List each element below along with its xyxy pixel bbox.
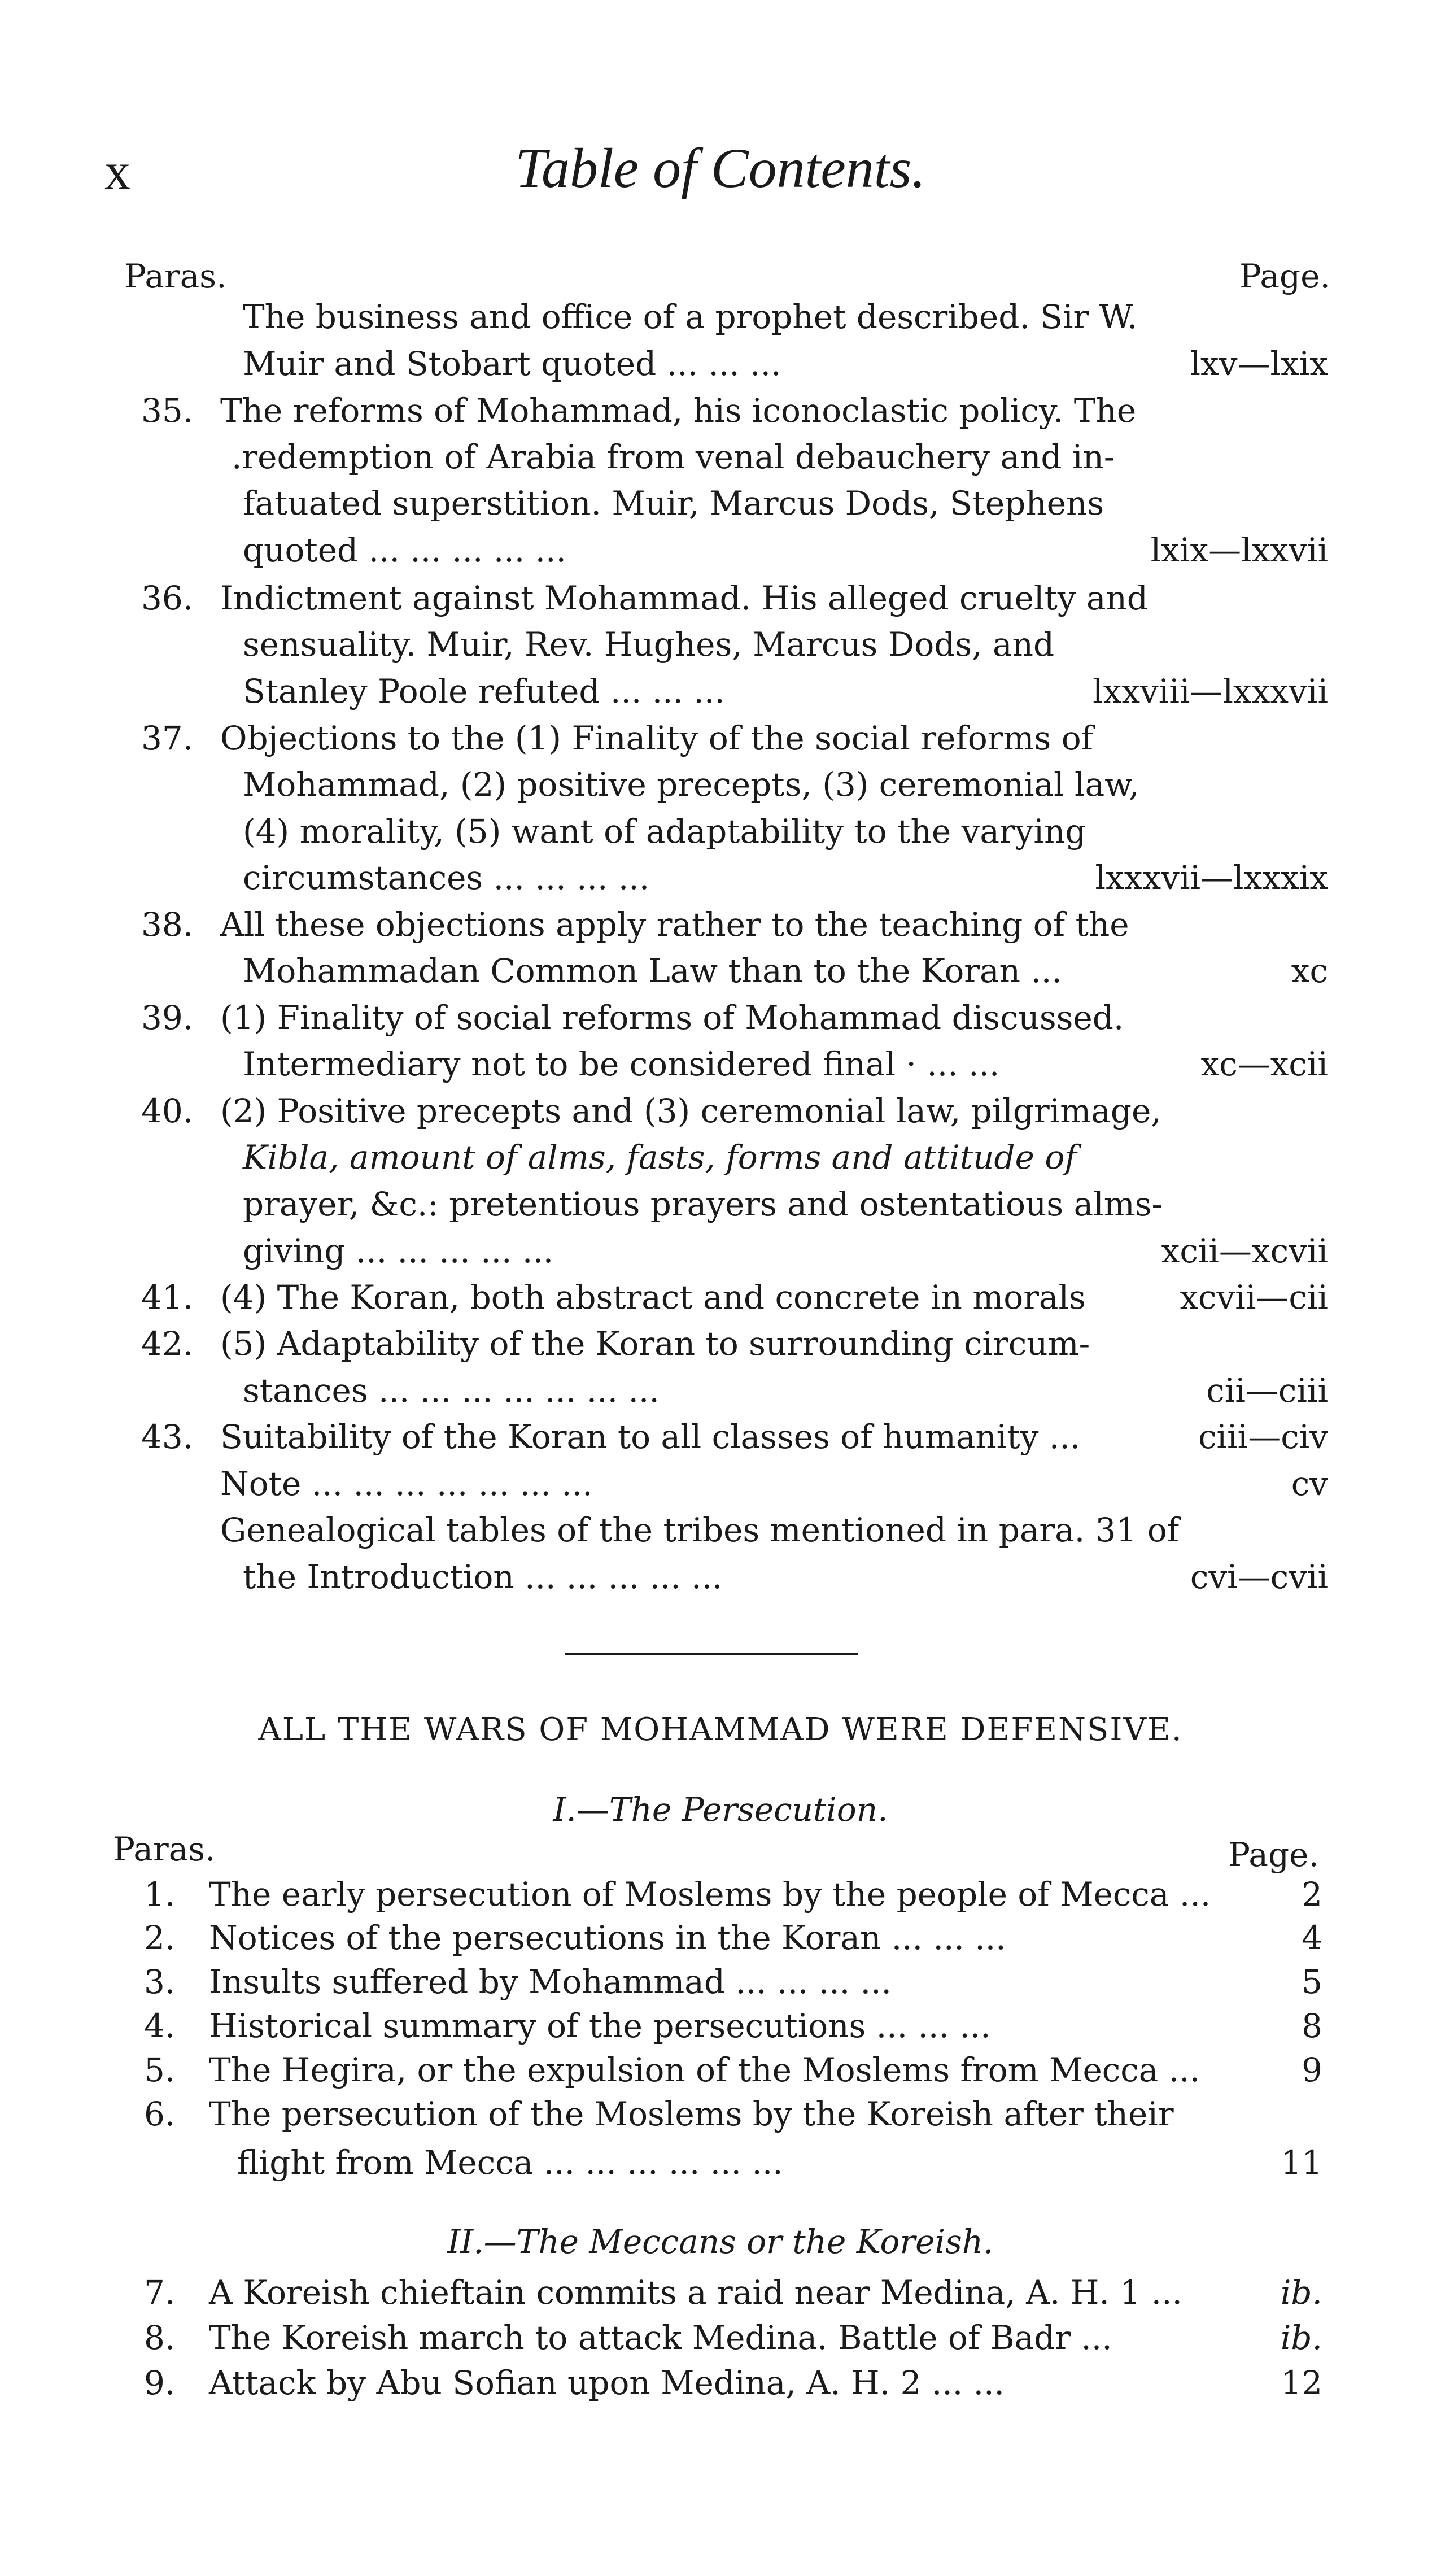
toc-page-ref: cvi—cvii xyxy=(1190,1558,1328,1596)
toc-line: fatuated superstition. Muir, Marcus Dods, Stephens xyxy=(243,484,1104,522)
toc-page-ref: lxix—lxxvii xyxy=(1150,531,1328,569)
toc-line: Indictment against Mohammad. His alleged cruelty and xyxy=(220,579,1149,617)
para-number: 7. xyxy=(144,2273,176,2312)
para-number: 2. xyxy=(144,1919,176,1957)
toc-page-ref: ib. xyxy=(1280,2273,1322,2312)
divider-rule xyxy=(565,1653,858,1655)
para-number: 38. xyxy=(141,905,194,944)
toc-line: flight from Mecca ... ... ... ... ... ... xyxy=(237,2143,783,2182)
toc-page-ref: lxv—lxix xyxy=(1190,345,1328,383)
toc-page-ref: xc xyxy=(1291,952,1328,990)
toc-line: prayer, &c.: pretentious prayers and ostentatious alms- xyxy=(243,1185,1163,1223)
para-number: 8. xyxy=(144,2318,176,2357)
toc-line: Insults suffered by Mohammad ... ... ... ... xyxy=(209,1963,892,2001)
part-one-heading: I.—The Persecution. xyxy=(553,1790,888,1829)
toc-page-ref: 12 xyxy=(1281,2364,1322,2402)
para-number: 40. xyxy=(141,1092,194,1130)
toc-page-ref: xc—xcii xyxy=(1200,1045,1328,1083)
toc-line: stances ... ... ... ... ... ... ... xyxy=(243,1371,660,1410)
paras-label: Paras. xyxy=(113,1830,216,1868)
toc-page-ref: 2 xyxy=(1302,1875,1322,1914)
toc-page-ref: 4 xyxy=(1302,1919,1322,1957)
para-number: 36. xyxy=(141,579,194,617)
para-number: 41. xyxy=(141,1278,194,1317)
toc-line: circumstances ... ... ... ... xyxy=(243,858,650,897)
toc-page-ref: ciii—civ xyxy=(1198,1418,1328,1456)
toc-line: giving ... ... ... ... ... xyxy=(243,1232,554,1270)
para-number: 1. xyxy=(144,1875,176,1914)
para-number: 35. xyxy=(141,391,194,430)
toc-page-ref: 9 xyxy=(1302,2051,1322,2089)
page-label: Page. xyxy=(1239,257,1330,295)
para-number: 42. xyxy=(141,1324,194,1363)
toc-line: The reforms of Mohammad, his iconoclastic policy. The xyxy=(220,391,1137,430)
toc-page-ref: xcii—xcvii xyxy=(1161,1232,1328,1270)
para-number: 3. xyxy=(144,1963,176,2001)
toc-line: Historical summary of the persecutions ... ... ... xyxy=(209,2007,991,2045)
toc-line: Suitability of the Koran to all classes of humanity ... xyxy=(220,1418,1081,1456)
toc-page-ref: ib. xyxy=(1280,2318,1322,2357)
toc-line: Muir and Stobart quoted ... ... ... xyxy=(243,345,781,383)
part-two-heading: II.—The Meccans or the Koreish. xyxy=(447,2222,994,2261)
toc-line: Intermediary not to be considered final · ... ... xyxy=(243,1045,1000,1083)
para-number: 6. xyxy=(144,2095,176,2133)
toc-page-ref: cii—ciii xyxy=(1206,1371,1328,1410)
toc-line: Mohammadan Common Law than to the Koran ... xyxy=(243,952,1062,990)
toc-page-ref: 11 xyxy=(1281,2143,1322,2182)
toc-line: Kibla, amount of alms, fasts, forms and attitude of xyxy=(243,1138,1077,1176)
toc-line: (4) morality, (5) want of adaptability to the varying xyxy=(243,812,1086,851)
toc-line: (1) Finality of social reforms of Mohammad discussed. xyxy=(220,999,1124,1037)
section-heading: ALL THE WARS OF MOHAMMAD WERE DEFENSIVE. xyxy=(258,1711,1183,1748)
paras-label: Paras. xyxy=(124,257,227,295)
toc-line: the Introduction ... ... ... ... ... xyxy=(243,1558,723,1596)
toc-line: The early persecution of Moslems by the people of Mecca ... xyxy=(209,1875,1211,1914)
para-number: 43. xyxy=(141,1418,194,1456)
toc-line: Genealogical tables of the tribes mentioned in para. 31 of xyxy=(220,1511,1180,1549)
toc-line: (2) Positive precepts and (3) ceremonial law, pilgrimage, xyxy=(220,1092,1161,1130)
page-title: Table of Contents. xyxy=(515,137,926,199)
toc-line: (4) The Koran, both abstract and concrete in morals xyxy=(220,1278,1086,1317)
toc-page-ref: xcvii—cii xyxy=(1180,1278,1328,1317)
para-number: 5. xyxy=(144,2051,176,2089)
toc-line: The Koreish march to attack Medina. Battle of Badr ... xyxy=(209,2318,1112,2357)
para-number: 39. xyxy=(141,999,194,1037)
toc-page-ref: cv xyxy=(1291,1464,1328,1503)
para-number: 4. xyxy=(144,2007,176,2045)
para-number: 37. xyxy=(141,719,194,757)
para-number: 9. xyxy=(144,2364,176,2402)
toc-line: The business and office of a prophet described. Sir W. xyxy=(243,298,1138,336)
toc-line: Attack by Abu Sofian upon Medina, A. H. 2 ... ... xyxy=(209,2364,1005,2402)
toc-line: Note ... ... ... ... ... ... ... xyxy=(220,1464,593,1503)
toc-page-ref: 8 xyxy=(1302,2007,1322,2045)
toc-line: (5) Adaptability of the Koran to surrounding circum- xyxy=(220,1324,1090,1363)
toc-page-ref: lxxxvii—lxxxix xyxy=(1095,858,1328,897)
toc-line: Mohammad, (2) positive precepts, (3) ceremonial law, xyxy=(243,765,1139,804)
toc-line: sensuality. Muir, Rev. Hughes, Marcus Dods, and xyxy=(243,625,1055,664)
toc-line: The Hegira, or the expulsion of the Moslems from Mecca ... xyxy=(209,2051,1200,2089)
toc-line: Notices of the persecutions in the Koran ... ... ... xyxy=(209,1919,1006,1957)
toc-line: All these objections apply rather to the teaching of the xyxy=(220,905,1129,944)
toc-page-ref: 5 xyxy=(1302,1963,1322,2001)
toc-page-ref: lxxviii—lxxxvii xyxy=(1093,672,1328,711)
toc-line: quoted ... ... ... ... ... xyxy=(243,531,566,569)
toc-line: The persecution of the Moslems by the Koreish after their xyxy=(209,2095,1174,2133)
toc-line: Objections to the (1) Finality of the social reforms of xyxy=(220,719,1094,757)
toc-line: .redemption of Arabia from venal debauchery and in- xyxy=(232,438,1115,476)
page-numeral: x xyxy=(104,142,130,200)
toc-line: A Koreish chieftain commits a raid near Medina, A. H. 1 ... xyxy=(209,2273,1182,2312)
page-label: Page. xyxy=(1228,1836,1319,1874)
toc-line: Stanley Poole refuted ... ... ... xyxy=(243,672,725,711)
